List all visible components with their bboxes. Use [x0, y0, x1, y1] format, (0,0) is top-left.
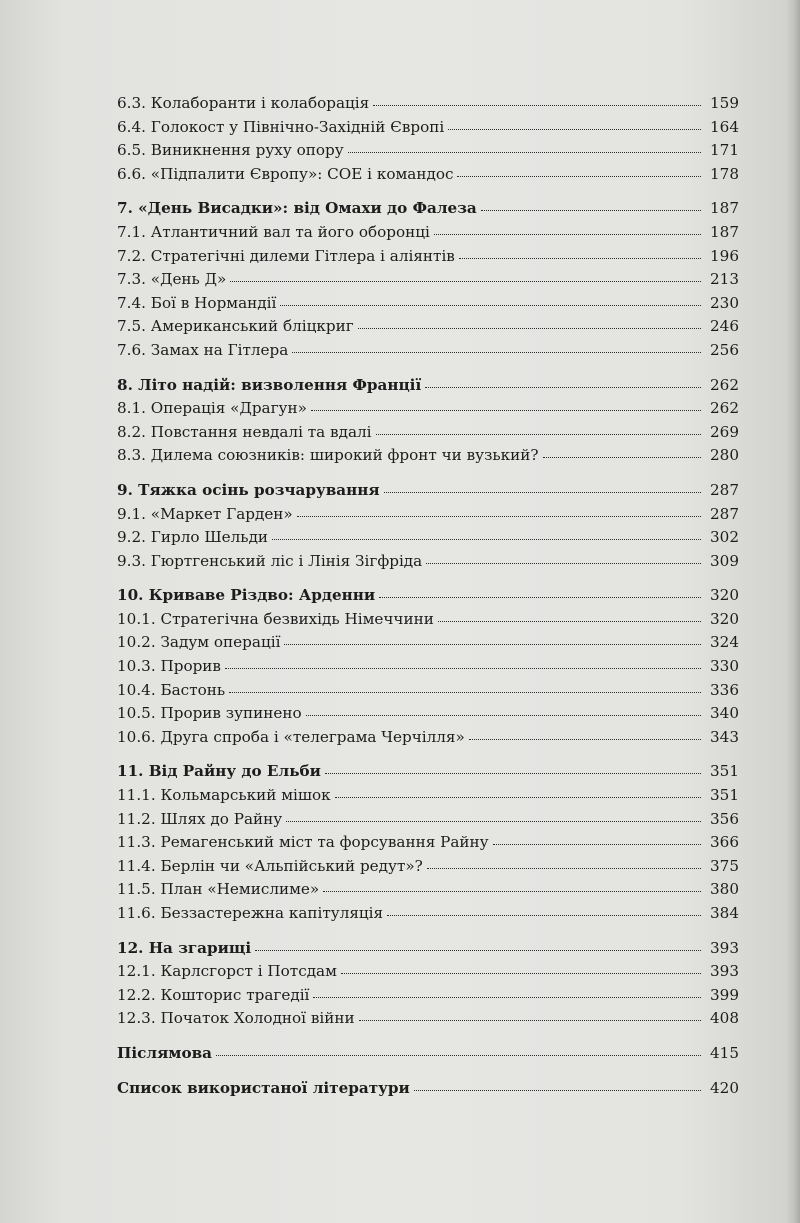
dot-leader	[469, 739, 701, 740]
chapter-title: 7. «День Висадки»: від Омахи до Фалеза	[117, 199, 477, 218]
chapter-title: 8. Літо надій: визволення Франції	[117, 375, 422, 394]
entry-title: 8.3. Дилема союзників: широкий фронт чи вузький?	[117, 446, 539, 465]
toc-entry-row	[117, 163, 739, 187]
toc-entry-row	[117, 855, 739, 879]
chapter-title: Післямова	[117, 1043, 213, 1062]
page-number: 287	[710, 480, 739, 499]
entry-title: 7.3. «День Д»	[117, 270, 227, 289]
dot-leader	[448, 129, 701, 130]
page-number: 187	[710, 222, 739, 241]
dot-leader	[481, 210, 701, 211]
toc-entry-row	[117, 268, 739, 292]
entry-title: 10.6. Друга спроба і «телеграма Черчілля»	[117, 727, 465, 746]
table-of-contents	[117, 92, 739, 1100]
page-number: 302	[710, 528, 739, 547]
dot-leader	[425, 387, 701, 388]
dot-leader	[216, 1055, 701, 1056]
page-number: 213	[710, 270, 739, 289]
toc-entry-row	[117, 655, 739, 679]
dot-leader	[387, 915, 701, 916]
entry-title: 12.1. Карлсгорст і Потсдам	[117, 962, 337, 981]
page-number: 324	[710, 633, 739, 652]
dot-leader	[292, 352, 701, 353]
entry-title: 10.5. Прорив зупинено	[117, 704, 302, 723]
entry-title: 6.6. «Підпалити Європу»: СОЕ і командос	[117, 164, 454, 183]
toc-entry-row	[117, 526, 739, 550]
dot-leader	[255, 950, 701, 951]
toc-entry-row	[117, 444, 739, 468]
entry-title: 10.2. Задум операції	[117, 633, 281, 652]
chapter-title: 12. На згарищі	[117, 938, 252, 957]
dot-leader	[284, 644, 701, 645]
dot-leader	[229, 692, 701, 693]
chapter-heading-row	[117, 479, 739, 503]
page-number: 393	[710, 962, 739, 981]
page-number: 246	[710, 317, 739, 336]
page-number: 408	[710, 1009, 739, 1028]
toc-entry-row	[117, 315, 739, 339]
page-number: 399	[710, 985, 739, 1004]
page-number: 320	[710, 586, 739, 605]
entry-title: 6.3. Колаборанти і колаборація	[117, 94, 370, 112]
dot-leader	[325, 773, 701, 774]
entry-title: 7.1. Атлантичний вал та його оборонці	[117, 222, 430, 241]
chapter-title: 9. Тяжка осінь розчарування	[117, 480, 380, 499]
page-number: 330	[710, 657, 739, 676]
dot-leader	[384, 492, 701, 493]
dot-leader	[493, 844, 701, 845]
toc-entry-row	[117, 1007, 739, 1031]
entry-title: 7.6. Замах на Гітлера	[117, 340, 289, 359]
dot-leader	[306, 715, 701, 716]
dot-leader	[373, 105, 701, 106]
dot-leader	[280, 305, 701, 306]
back-matter-row	[117, 1077, 739, 1101]
toc-entry-row	[117, 339, 739, 363]
dot-leader	[434, 234, 701, 235]
dot-leader	[341, 973, 701, 974]
page-number: 351	[710, 786, 739, 805]
chapter-title: 11. Від Райну до Ельби	[117, 762, 321, 781]
toc-entry-row	[117, 878, 739, 902]
entry-title: 8.2. Повстання невдалі та вдалі	[117, 422, 372, 441]
dot-leader	[272, 539, 701, 540]
page-number: 380	[710, 880, 739, 899]
entry-title: 12.3. Початок Холодної війни	[117, 1009, 355, 1028]
dot-leader	[438, 621, 701, 622]
toc-entry-row	[117, 902, 739, 926]
page-number: 178	[710, 164, 739, 183]
chapter-heading-row	[117, 197, 739, 221]
toc-entry-row	[117, 139, 739, 163]
chapter-heading-row	[117, 584, 739, 608]
back-matter	[117, 1077, 739, 1101]
entry-title: 6.4. Голокост у Північно-Західній Європі	[117, 117, 445, 136]
page-number: 340	[710, 704, 739, 723]
page-number: 230	[710, 293, 739, 312]
entry-title: 9.1. «Маркет Гарден»	[117, 504, 293, 523]
toc-entry-row	[117, 421, 739, 445]
entry-title: 7.4. Бої в Нормандії	[117, 293, 277, 312]
chapter-title: Список використаної літератури	[117, 1078, 410, 1097]
page-number: 187	[710, 199, 739, 218]
dot-leader	[323, 891, 701, 892]
entry-title: 6.5. Виникнення руху опору	[117, 141, 344, 160]
toc-entry-row	[117, 702, 739, 726]
entry-title: 10.4. Бастонь	[117, 680, 226, 699]
dot-leader	[379, 597, 701, 598]
entry-title: 11.4. Берлін чи «Альпійський редут»?	[117, 856, 423, 875]
dot-leader	[543, 457, 701, 458]
page-number: 287	[710, 504, 739, 523]
dot-leader	[311, 410, 701, 411]
chapter-heading-row	[117, 937, 739, 961]
page-number: 384	[710, 904, 739, 922]
entry-title: 10.1. Стратегічна безвихідь Німеччини	[117, 609, 434, 628]
entry-title: 12.2. Кошторис трагедії	[117, 985, 310, 1004]
back-matter	[117, 1042, 739, 1066]
dot-leader	[225, 668, 701, 669]
page-edge-shadow	[786, 0, 800, 1223]
dot-leader	[376, 434, 701, 435]
page-number: 164	[710, 117, 739, 136]
toc-entry-row	[117, 726, 739, 750]
dot-leader	[348, 152, 701, 153]
entry-title: 7.5. Американський бліцкриг	[117, 317, 354, 336]
toc-chapter	[117, 374, 739, 468]
toc-entry-row	[117, 221, 739, 245]
page-number: 393	[710, 938, 739, 957]
toc-entry-row	[117, 292, 739, 316]
back-matter-row	[117, 1042, 739, 1066]
page-number: 262	[710, 375, 739, 394]
page-number: 269	[710, 422, 739, 441]
page-number: 351	[710, 762, 739, 781]
entry-title: 9.3. Гюртгенський ліс і Лінія Зігфріда	[117, 551, 423, 570]
page-number: 415	[710, 1043, 739, 1062]
chapter-heading-row	[117, 374, 739, 398]
toc-entry-row	[117, 679, 739, 703]
entry-title: 11.5. План «Немислиме»	[117, 880, 320, 899]
page-number: 375	[710, 856, 739, 875]
chapter-heading-row	[117, 760, 739, 784]
dot-leader	[457, 176, 701, 177]
toc-chapter	[117, 197, 739, 362]
toc-entry-row	[117, 831, 739, 855]
toc-entry-row	[117, 503, 739, 527]
page-number: 171	[710, 141, 739, 160]
toc-entry-row	[117, 808, 739, 832]
entry-title: 8.1. Операція «Драгун»	[117, 399, 307, 418]
dot-leader	[313, 997, 701, 998]
dot-leader	[459, 258, 701, 259]
dot-leader	[359, 1020, 701, 1021]
toc-chapter	[117, 92, 739, 186]
toc-entry-row	[117, 960, 739, 984]
page-number: 159	[710, 94, 739, 112]
page-number: 309	[710, 551, 739, 570]
toc-entry-row	[117, 550, 739, 574]
dot-leader	[335, 797, 701, 798]
toc-entry-row	[117, 397, 739, 421]
toc-entry-row	[117, 608, 739, 632]
toc-entry-row	[117, 784, 739, 808]
page-number: 320	[710, 609, 739, 628]
dot-leader	[414, 1090, 701, 1091]
dot-leader	[286, 821, 701, 822]
entry-title: 9.2. Гирло Шельди	[117, 528, 269, 547]
page-number: 336	[710, 680, 739, 699]
dot-leader	[427, 868, 701, 869]
toc-entry-row	[117, 92, 739, 116]
toc-entry-row	[117, 631, 739, 655]
toc-entry-row	[117, 984, 739, 1008]
toc-chapter	[117, 584, 739, 749]
page-number: 262	[710, 399, 739, 418]
entry-title: 11.6. Беззастережна капітуляція	[117, 904, 384, 922]
entry-title: 10.3. Прорив	[117, 657, 221, 676]
page-number: 356	[710, 809, 739, 828]
dot-leader	[230, 281, 701, 282]
page-number: 366	[710, 833, 739, 852]
page-number: 280	[710, 446, 739, 465]
toc-entry-row	[117, 116, 739, 140]
entry-title: 11.2. Шлях до Райну	[117, 809, 283, 828]
page-number: 196	[710, 246, 739, 265]
dot-leader	[426, 563, 701, 564]
toc-chapter	[117, 937, 739, 1031]
entry-title: 7.2. Стратегічні дилеми Гітлера і аліянтів	[117, 246, 455, 265]
chapter-title: 10. Криваве Різдво: Арденни	[117, 586, 376, 605]
page-number: 256	[710, 340, 739, 359]
page-number: 343	[710, 727, 739, 746]
toc-entry-row	[117, 245, 739, 269]
toc-chapter	[117, 479, 739, 573]
page-number: 420	[710, 1078, 739, 1097]
dot-leader	[358, 328, 701, 329]
entry-title: 11.3. Ремагенський міст та форсування Райну	[117, 833, 489, 852]
dot-leader	[297, 516, 701, 517]
toc-chapter	[117, 760, 739, 925]
entry-title: 11.1. Кольмарський мішок	[117, 786, 331, 805]
